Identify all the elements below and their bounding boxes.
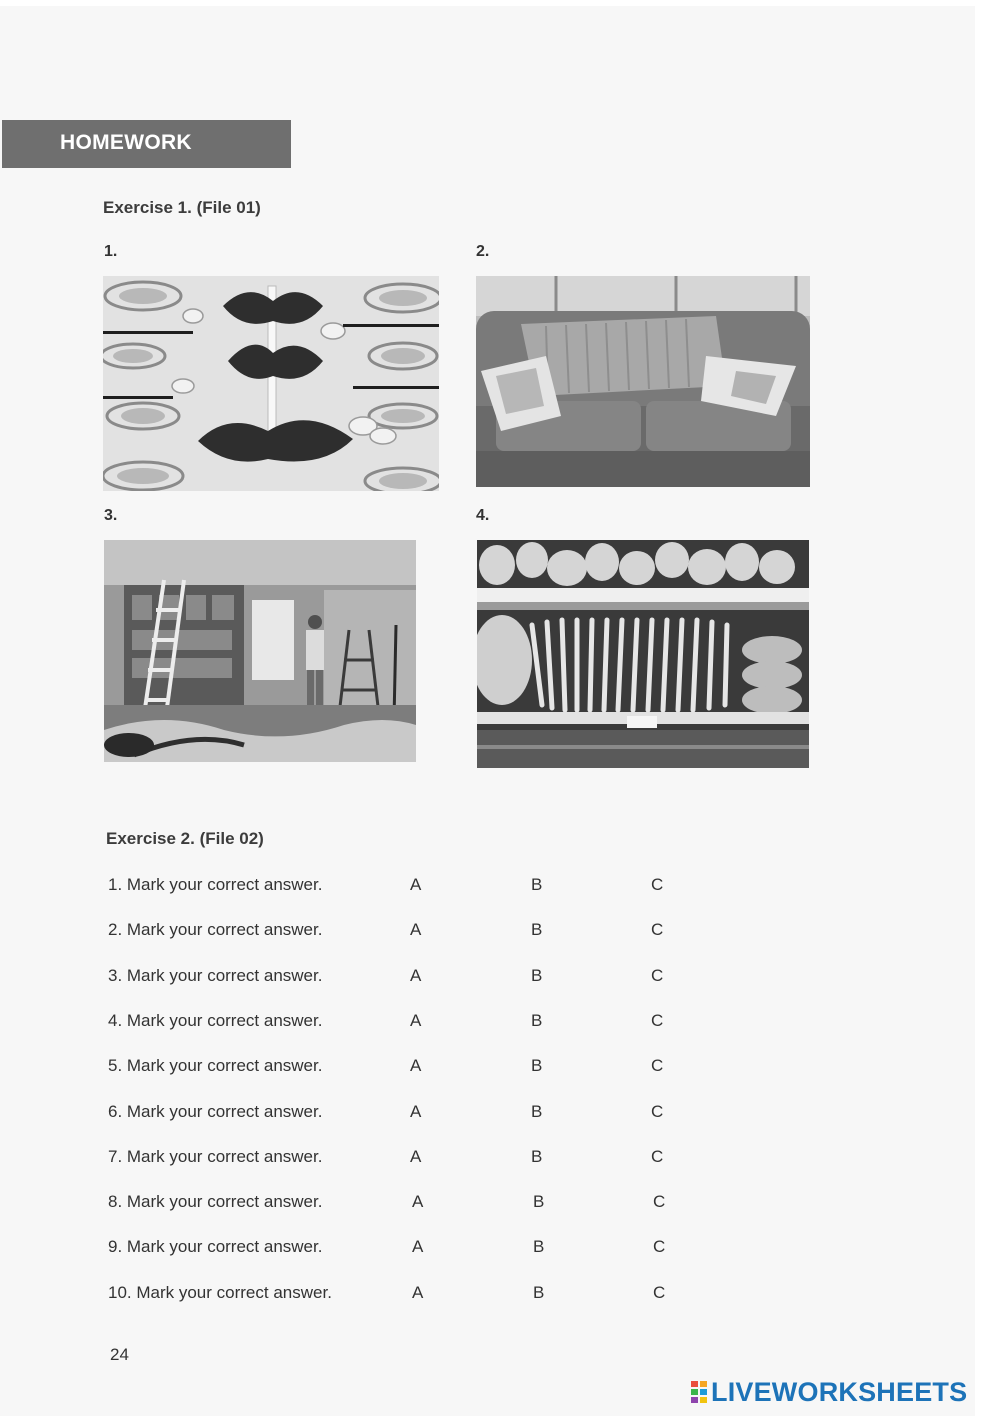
answer-option-c[interactable]: C xyxy=(653,1283,666,1302)
room-renovation-photo xyxy=(104,540,416,762)
page-right-edge xyxy=(975,0,1000,1416)
vegetable-shelf-photo xyxy=(477,540,809,768)
answer-option-a[interactable]: A xyxy=(410,966,422,985)
question-text: 4. Mark your correct answer. xyxy=(108,1011,323,1030)
logo-square xyxy=(690,1388,699,1396)
question-row xyxy=(108,966,708,990)
question-row xyxy=(108,1192,708,1216)
answer-option-b[interactable]: B xyxy=(533,1283,545,1302)
answer-option-c[interactable]: C xyxy=(651,1011,664,1030)
logo-square xyxy=(699,1388,708,1396)
question-text: 7. Mark your correct answer. xyxy=(108,1147,323,1166)
answer-option-b[interactable]: B xyxy=(531,875,543,894)
answer-option-a[interactable]: A xyxy=(410,875,422,894)
exercise1-heading: Exercise 1. (File 01) xyxy=(103,198,261,217)
liveworksheets-logo-icon xyxy=(690,1380,708,1404)
answer-option-b[interactable]: B xyxy=(531,1056,543,1075)
answer-option-a[interactable]: A xyxy=(410,920,422,939)
answer-option-b[interactable]: B xyxy=(531,920,543,939)
answer-option-c[interactable]: C xyxy=(653,1237,666,1256)
question-row xyxy=(108,1102,708,1126)
question-text: 8. Mark your correct answer. xyxy=(108,1192,323,1211)
answer-option-b[interactable]: B xyxy=(531,1102,543,1121)
picture-number-1: 1. xyxy=(104,243,118,260)
question-row xyxy=(108,920,708,944)
answer-option-c[interactable]: C xyxy=(651,1147,664,1166)
question-text: 10. Mark your correct answer. xyxy=(108,1283,332,1302)
answer-option-b[interactable]: B xyxy=(531,966,543,985)
question-row xyxy=(108,1056,708,1080)
answer-option-c[interactable]: C xyxy=(651,875,664,894)
logo-square xyxy=(699,1396,708,1404)
answer-option-b[interactable]: B xyxy=(531,1147,543,1166)
question-row xyxy=(108,1283,708,1307)
logo-square xyxy=(699,1380,708,1388)
answer-option-c[interactable]: C xyxy=(653,1192,666,1211)
picture-number-2: 2. xyxy=(476,243,490,260)
dinner-table-photo xyxy=(103,276,439,491)
question-text: 2. Mark your correct answer. xyxy=(108,920,323,939)
logo-square xyxy=(690,1380,699,1388)
answer-option-c[interactable]: C xyxy=(651,920,664,939)
answer-option-a[interactable]: A xyxy=(410,1102,422,1121)
question-text: 6. Mark your correct answer. xyxy=(108,1102,323,1121)
sofa-photo xyxy=(476,276,810,487)
answer-option-a[interactable]: A xyxy=(410,1147,422,1166)
question-text: 9. Mark your correct answer. xyxy=(108,1237,323,1256)
brand-text: LIVEWORKSHEETS xyxy=(711,1376,968,1407)
logo-square xyxy=(690,1396,699,1404)
answer-option-a[interactable]: A xyxy=(412,1283,424,1302)
question-row xyxy=(108,875,708,899)
question-row xyxy=(108,1237,708,1261)
answer-option-b[interactable]: B xyxy=(531,1011,543,1030)
answer-option-c[interactable]: C xyxy=(651,1056,664,1075)
liveworksheets-brand[interactable] xyxy=(690,1377,967,1407)
answer-option-b[interactable]: B xyxy=(533,1237,545,1256)
question-row xyxy=(108,1147,708,1171)
homework-title: HOMEWORK xyxy=(60,131,192,154)
question-text: 3. Mark your correct answer. xyxy=(108,966,323,985)
picture-number-4: 4. xyxy=(476,507,490,524)
exercise2-heading: Exercise 2. (File 02) xyxy=(106,829,264,848)
answer-option-a[interactable]: A xyxy=(412,1192,424,1211)
answer-option-a[interactable]: A xyxy=(410,1056,422,1075)
answer-option-c[interactable]: C xyxy=(651,1102,664,1121)
question-text: 5. Mark your correct answer. xyxy=(108,1056,323,1075)
picture-number-3: 3. xyxy=(104,507,118,524)
page-number: 24 xyxy=(110,1345,129,1364)
question-text: 1. Mark your correct answer. xyxy=(108,875,323,894)
answer-option-c[interactable]: C xyxy=(651,966,664,985)
question-row xyxy=(108,1011,708,1035)
page-top-edge xyxy=(0,0,1000,6)
answer-option-a[interactable]: A xyxy=(412,1237,424,1256)
answer-option-a[interactable]: A xyxy=(410,1011,422,1030)
answer-option-b[interactable]: B xyxy=(533,1192,545,1211)
